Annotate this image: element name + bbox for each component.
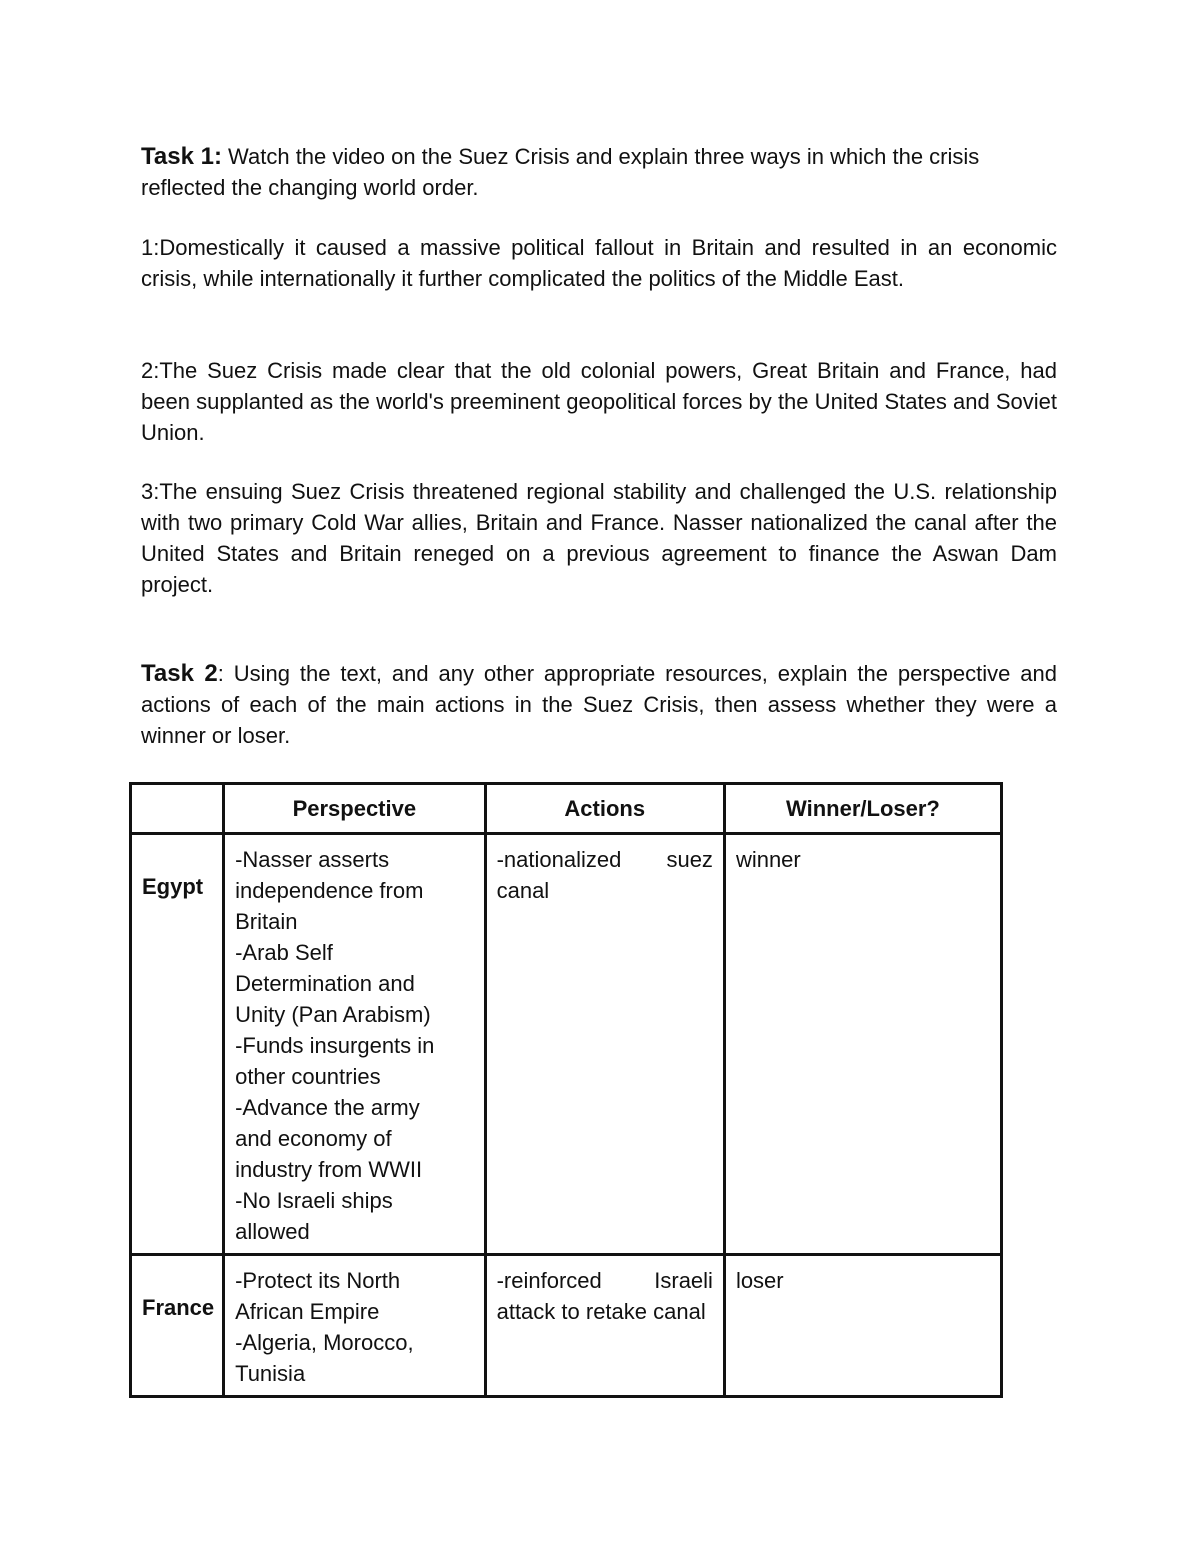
egypt-perspective-line: -Funds insurgents in <box>235 1033 435 1058</box>
france-perspective-line: Tunisia <box>235 1361 306 1386</box>
task1-prompt: Watch the video on the Suez Crisis and explain three ways in which the crisis reflected the changing world order. <box>141 144 980 200</box>
task2-paragraph <box>141 658 1057 751</box>
france-actions-cell: -reinforced Israeli attack to retake canal <box>485 1255 724 1397</box>
egypt-perspective-line: Britain <box>235 909 298 934</box>
table-row <box>131 1255 1002 1397</box>
table-header-result: Winner/Loser? <box>724 784 1001 834</box>
egypt-result-cell: winner <box>724 834 1001 1255</box>
egypt-perspective-line: -No Israeli ships <box>235 1188 393 1213</box>
table-header-empty <box>131 784 224 834</box>
table-row <box>131 834 1002 1255</box>
task2-label: Task 2 <box>141 660 218 687</box>
france-perspective-line: -Protect its North <box>235 1268 401 1293</box>
row-label-france: France <box>131 1255 224 1397</box>
egypt-perspective-line: -Arab Self <box>235 940 333 965</box>
france-perspective-line: -Algeria, Morocco, <box>235 1330 414 1355</box>
table-header-perspective: Perspective <box>224 784 486 834</box>
task1-answer-2: 2:The Suez Crisis made clear that the old colonial powers, Great Britain and France, had been supplanted as the world's preeminent geopolitical forces by the United States and Soviet Union. <box>141 358 1057 445</box>
egypt-perspective-line: allowed <box>235 1219 310 1244</box>
row-label-egypt: Egypt <box>131 834 224 1255</box>
egypt-perspective-line: -Advance the army <box>235 1095 420 1120</box>
task1-label: Task 1: <box>141 143 222 170</box>
egypt-perspective-line: -Nasser asserts <box>235 847 390 872</box>
france-perspective-cell <box>224 1255 486 1397</box>
table-header-actions: Actions <box>485 784 724 834</box>
egypt-perspective-cell <box>224 834 486 1255</box>
task1-answer-3: 3:The ensuing Suez Crisis threatened regional stability and challenged the U.S. relationship with two primary Cold War allies, Britain and France. Nasser nationalized the canal after the United States and Britain reneged on a previous agreement to finance the Aswan Dam project. <box>141 479 1057 597</box>
egypt-perspective-line: Determination and <box>235 971 415 996</box>
egypt-perspective-line: other countries <box>235 1064 381 1089</box>
suez-crisis-table <box>129 782 1003 1398</box>
egypt-perspective-line: independence from <box>235 878 424 903</box>
egypt-perspective-line: and economy of <box>235 1126 392 1151</box>
egypt-perspective-line: industry from WWII <box>235 1157 423 1182</box>
france-result-cell: loser <box>724 1255 1001 1397</box>
task2-prompt: : Using the text, and any other appropriate resources, explain the perspective and actions of each of the main actions in the Suez Crisis, then assess whether they were a winner or loser. <box>141 661 1057 748</box>
task1-paragraph <box>141 141 1057 203</box>
egypt-perspective-line: Unity (Pan Arabism) <box>235 1002 431 1027</box>
task1-answer-1: 1:Domestically it caused a massive political fallout in Britain and resulted in an economic crisis, while internationally it further complicated the politics of the Middle East. <box>141 235 1057 291</box>
france-perspective-line: African Empire <box>235 1299 380 1324</box>
table-header-row <box>131 784 1002 834</box>
egypt-actions-cell: -nationalized suez canal <box>485 834 724 1255</box>
